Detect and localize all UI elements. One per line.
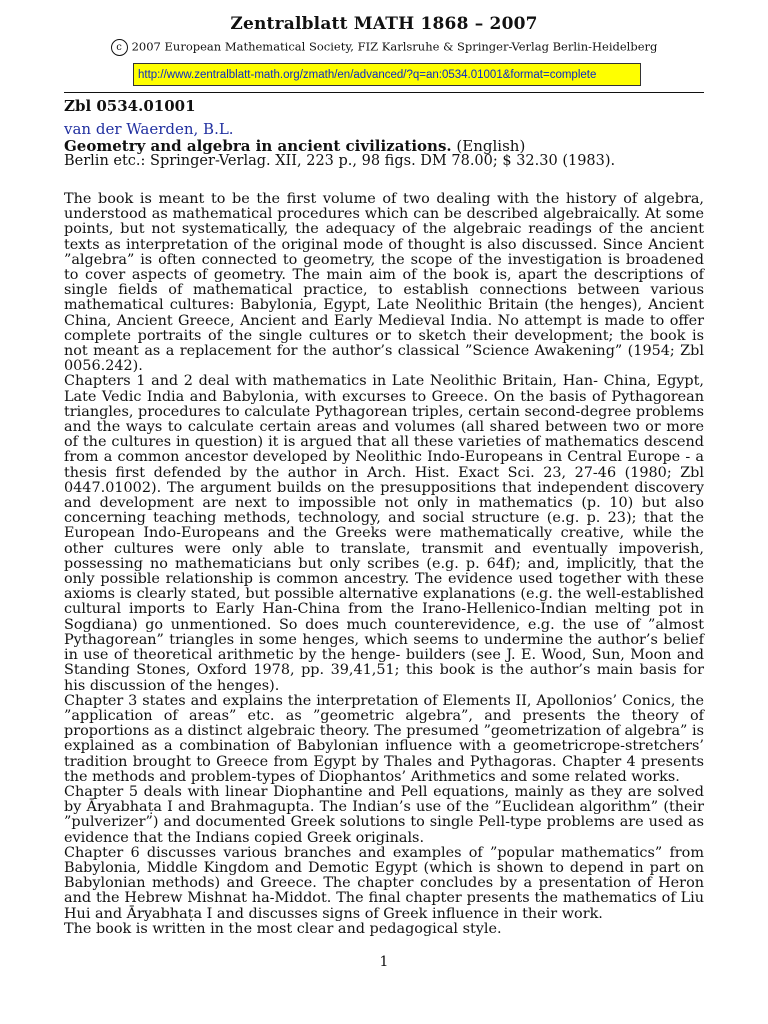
publication-info: Berlin etc.: Springer-Verlag. XII, 223 p., 98 figs. DM 78.00; $ 32.30 (1983). [64,153,616,169]
review-paragraph: Chapter 3 states and explains the interpretation of Elements II, Apollonios’ Conics, the ”application of areas” etc. as ”geometric algebra”, and presents the theory of proportions as a distinct algebraic theory. The presumed ”geometrization of algebra” is explained as a combination of Babylonian influence with a geometricrope-stretchers’ tradition brought to Greece from Egypt by Thales and Pythagoras. Chapter 4 presents the methods and problem-types of Diophantos’ Arithmetics and some related works. [64,692,704,785]
header-divider [64,92,704,93]
copyright-icon: c [111,39,128,56]
review-paragraph: Chapter 5 deals with linear Diophantine and Pell equations, mainly as they are solved by Āryabhaṭa I and Brahmagupta. The Indian’s use of the ”Euclidean algorithm” (their ”pulverizer”) and documented Greek solutions to single Pell-type problems are used as evidence that the Indians copied Greek originals. [64,783,704,846]
review-paragraph: Chapter 6 discusses various branches and examples of ”popular mathematics” from Babylonia, Middle Kingdom and Demotic Egypt (which is shown to depend in part on Babylonian methods) and Greece. The chapter concludes by a presentation of Heron and the Hebrew Mishnat ha-Middot. The final chapter presents the mathematics of Liu Hui and Āryabhaṭa I and discusses signs of Greek influence in their work. [64,844,704,922]
copyright-line [64,39,704,56]
copyright-text: 2007 European Mathematical Society, FIZ Karlsruhe & Springer-Verlag Berlin-Heidelberg [131,39,658,54]
review-paragraph: The book is meant to be the first volume of two dealing with the history of algebra, understood as mathematical procedures which can be described algebraically. At some points, but not systematically, the adequacy of the algebraic readings of the ancient texts as interpretation of the original mode of thought is also discussed. Since Ancient ”algebra” is often connected to geometry, the scope of the investigation is broadened to cover aspects of geometry. The main aim of the book is, apart the descriptions of single fields of mathematical practice, to establish connections between various mathematical cultures: Babylonia, Egypt, Late Neolithic Britain (the henges), Ancient China, Ancient Greece, Ancient and Early Medieval India. No attempt is made to offer complete portraits of the single cultures or to sketch their development; the book is not meant as a replacement for the author’s classical ”Science Awakening” (1954; Zbl 0056.242). [64,191,704,375]
record-url-link[interactable]: http://www.zentralblatt-math.org/zmath/en/advanced/?q=an:0534.01001&format=complete [133,63,641,86]
document-page [64,0,704,970]
book-language: (English) [456,137,526,155]
author-link[interactable]: van der Waerden, B.L. [64,120,234,138]
review-body [64,192,704,937]
review-paragraph: The book is written in the most clear and pedagogical style. [64,920,502,937]
zbl-number: Zbl 0534.01001 [64,97,196,115]
page-header-title: Zentralblatt MATH 1868 – 2007 [230,14,538,34]
book-title: Geometry and algebra in ancient civilizations. [64,137,452,155]
review-paragraph: Chapters 1 and 2 deal with mathematics in Late Neolithic Britain, Han- China, Egypt, Late Vedic India and Babylonia, with excurses to Greece. On the basis of Pythagorean triangles, procedures to calculate Pythagorean triples, certain second-degree problems and the ways to calculate certain areas and volumes (all shared between two or more of the cultures in question) it is argued that all these varieties of mathematics descend from a common ancestor developed by Neolithic Indo-Europeans in Central Europe - a thesis first defended by the author in Arch. Hist. Exact Sci. 23, 27-46 (1980; Zbl 0447.01002). The argument builds on the presuppositions that independent discovery and development are next to impossible not only in mathematics (p. 10) but also concerning teaching methods, technology, and social structure (e.g. p. 23); that the European Indo-Europeans and the Greeks were mathematically creative, while the other cultures were only able to translate, transmit and eventually impoverish, possessing no mathematicians but only scribes (e.g. p. 64f); and, implicitly, that the only possible relationship is common ancestry. The evidence used together with these axioms is clearly stated, but possible alternative explanations (e.g. the well-established cultural imports to Early Han-China from the Irano-Hellenico-Indian melting pot in Sogdiana) go unmentioned. So does much counterevidence, e.g. the use of ”almost Pythagorean” triangles in some henges, which seems to undermine the author’s belief in use of theoretical arithmetic by the henge- builders (see J. E. Wood, Sun, Moon and Standing Stones, Oxford 1978, pp. 39,41,51; this book is the author’s main basis for his discussion of the henges). [64,373,704,694]
page-number: 1 [379,954,389,970]
